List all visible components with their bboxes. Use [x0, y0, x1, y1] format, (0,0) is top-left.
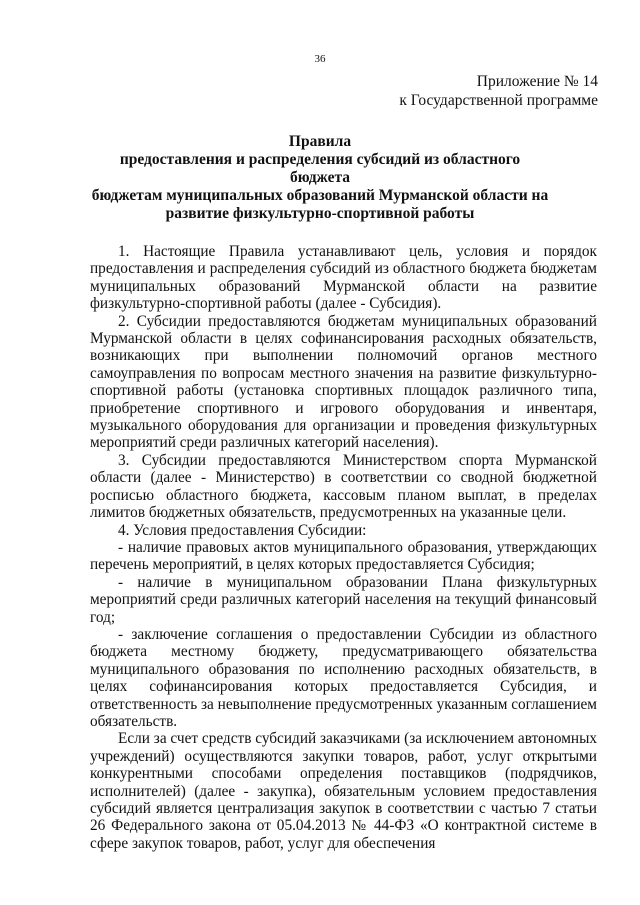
title-main: Правила: [288, 133, 352, 150]
paragraph-4: 4. Условия предоставления Субсидии:: [118, 521, 367, 539]
title-line-2: бюджетам муниципальных образований Мурманской области на: [91, 187, 549, 204]
title-line-1: предоставления и распределения субсидий из областного бюджета: [119, 151, 521, 186]
document-title: [90, 133, 550, 223]
paragraph-3: 3. Субсидии предоставляются Министерством спорта Мурманской области (далее - Министерство) в соответствии со сводной бюджетной росписью областного бюджета, кассовым планом выплат, в пределах лимитов бюджетных обязательств, предусмотренных на указанные цели.: [90, 451, 597, 522]
title-line-3: развитие физкультурно-спортивной работы: [165, 205, 475, 222]
paragraph-1: 1. Настоящие Правила устанавливают цель, условия и порядок предоставления и распределения субсидий из областного бюджета бюджетам муниципальных образований Мурманской области на развитие физкультурно-спортивной работы (далее - Субсидия).: [90, 243, 597, 313]
condition-2: - наличие в муниципальном образовании Плана физкультурных мероприятий среди различных категорий населения на текущий финансовый год;: [90, 573, 597, 626]
paragraph-2: 2. Субсидии предоставляются бюджетам муниципальных образований Мурманской области в целях софинансирования расходных обязательств, возникающих при выполнении полномочий органов местного самоуправления по вопросам местного значения на развитие физкультурно-спортивной работы (установка спортивных площадок различного типа, приобретение спортивного и игрового оборудования и инвентаря, музыкального оборудования для организации и проведения физкультурных мероприятий среди различных категорий населения).: [90, 312, 597, 452]
appendix-program: к Государственной программе: [399, 92, 598, 109]
page-number: 36: [314, 53, 326, 65]
document-body: [90, 243, 597, 852]
paragraph-procurement: Если за счет средств субсидий заказчиками (за исключением автономных учреждений) осуществляются закупки товаров, работ, услуг открытыми конкурентными способами определения поставщиков (подрядчиков, исполнителей) (далее - закупка), обязательным условием предоставления субсидий является централизация закупок в соответствии с частью 7 статьи 26 Федерального закона от 05.04.2013 № 44-ФЗ «О контрактной системе в сфере закупок товаров, работ, услуг для обеспечения: [90, 730, 598, 852]
condition-1: - наличие правовых актов муниципального образования, утверждающих перечень мероприятий, в целях которых предоставляется Субсидия;: [90, 538, 597, 574]
appendix-header: [399, 72, 598, 110]
appendix-number: Приложение № 14: [476, 73, 598, 90]
condition-3: - заключение соглашения о предоставлении Субсидии из областного бюджета местному бюджету, предусматривающего обязательства муниципального образования по исполнению расходных обязательств, в целях софинансирования которых предоставляется Субсидия, и ответственность за невыполнение предусмотренных указанным соглашением обязательств.: [90, 625, 597, 730]
